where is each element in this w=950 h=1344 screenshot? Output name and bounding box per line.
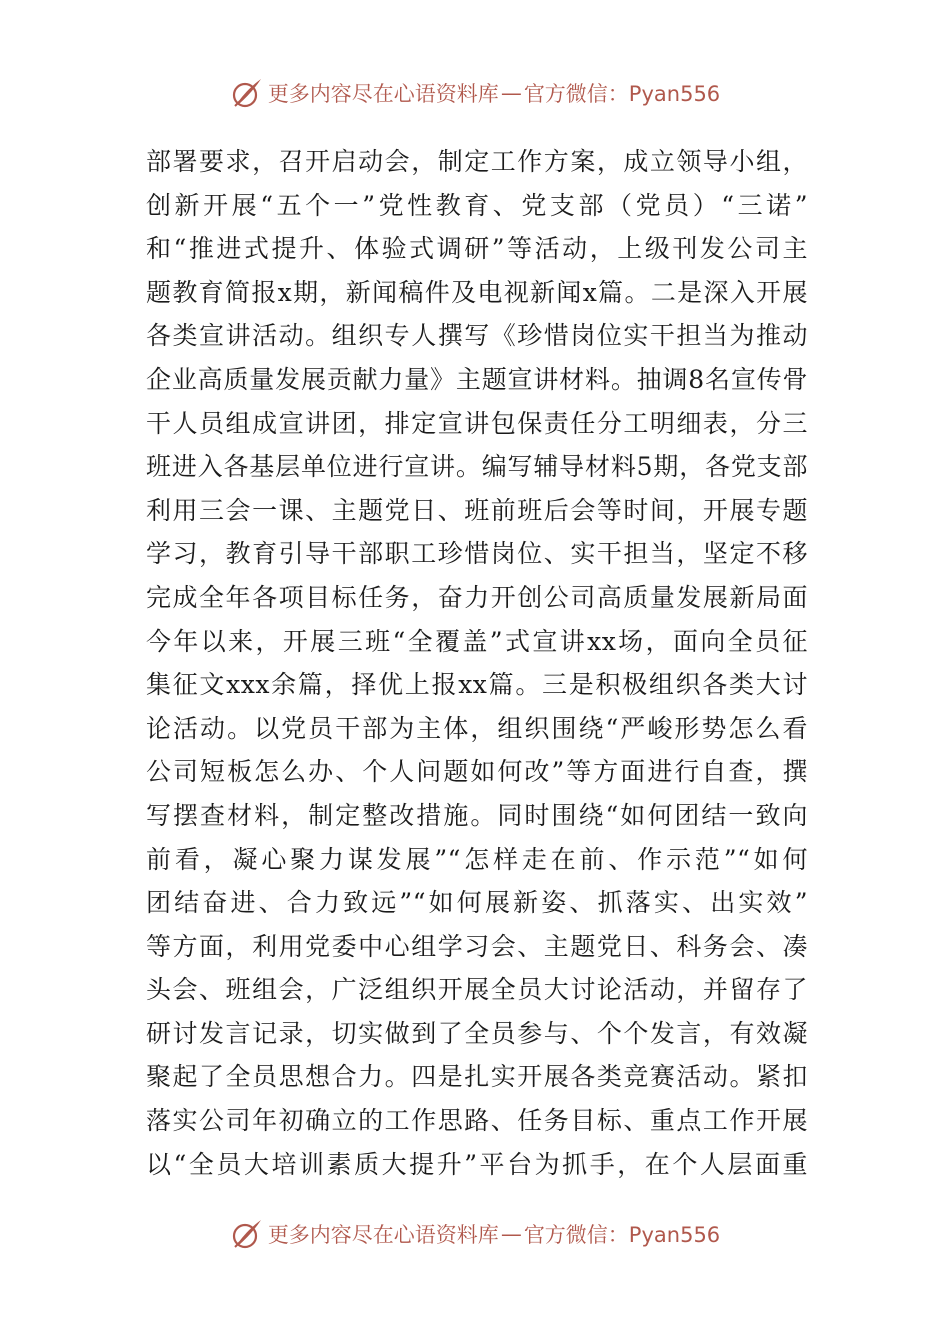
text-line: 论活动。以党员干部为主体，组织围绕“严峻形势怎么看 xyxy=(146,713,808,743)
watermark-separator: — xyxy=(500,1222,522,1246)
text-line: 今年以来，开展三班“全覆盖”式宣讲xx场，面向全员征 xyxy=(146,626,808,656)
text-line: 学习，教育引导干部职工珍惜岗位、实干担当，坚定不移 xyxy=(146,539,808,569)
text-line: 完成全年各项目标任务，奋力开创公司高质量发展新局面 xyxy=(146,582,808,612)
text-line: 创新开展“五个一”党性教育、党支部（党员）“三诺” xyxy=(146,190,808,220)
watermark-contact: 官方微信：Pyan556 xyxy=(523,1223,721,1247)
document-body xyxy=(146,140,808,1186)
text-line: 写摆查材料，制定整改措施。同时围绕“如何团结一致向 xyxy=(146,800,808,830)
text-line: 班进入各基层单位进行宣讲。编写辅导材料5期，各党支部 xyxy=(146,452,808,482)
watermark-contact: 官方微信：Pyan556 xyxy=(523,82,721,106)
text-line: 企业高质量发展贡献力量》主题宣讲材料。抽调8名宣传骨 xyxy=(146,364,808,394)
text-line: 部署要求，召开启动会，制定工作方案，成立领导小组， xyxy=(146,147,808,176)
quill-logo-icon xyxy=(230,1217,264,1251)
text-line: 等方面，利用党委中心组学习会、主题党日、科务会、凑 xyxy=(146,931,808,961)
text-line: 利用三会一课、主题党日、班前班后会等时间，开展专题 xyxy=(146,495,808,525)
header-watermark xyxy=(0,73,950,113)
text-line: 公司短板怎么办、个人问题如何改”等方面进行自查，撰 xyxy=(146,757,808,787)
quill-logo-icon xyxy=(230,76,264,110)
text-line: 干人员组成宣讲团，排定宣讲包保责任分工明细表，分三 xyxy=(146,408,808,438)
text-line: 题教育简报x期，新闻稿件及电视新闻x篇。二是深入开展 xyxy=(146,277,808,307)
watermark-separator: — xyxy=(500,81,522,105)
text-line: 聚起了全员思想合力。四是扎实开展各类竞赛活动。紧扣 xyxy=(146,1062,808,1092)
footer-watermark xyxy=(0,1214,950,1254)
text-line: 落实公司年初确立的工作思路、任务目标、重点工作开展 xyxy=(146,1106,808,1136)
watermark-title: 更多内容尽在心语资料库 xyxy=(267,82,499,106)
text-line: 前看，凝心聚力谋发展”“怎样走在前、作示范”“如何 xyxy=(146,844,808,874)
text-line: 研讨发言记录，切实做到了全员参与、个个发言，有效凝 xyxy=(146,1018,808,1048)
text-line: 以“全员大培训素质大提升”平台为抓手，在个人层面重 xyxy=(146,1149,808,1179)
text-line: 各类宣讲活动。组织专人撰写《珍惜岗位实干担当为推动 xyxy=(146,321,808,351)
text-line: 头会、班组会，广泛组织开展全员大讨论活动，并留存了 xyxy=(146,975,808,1005)
text-line: 团结奋进、合力致远”“如何展新姿、抓落实、出实效” xyxy=(146,888,808,918)
watermark-title: 更多内容尽在心语资料库 xyxy=(267,1223,499,1247)
text-line: 和“推进式提升、体验式调研”等活动，上级刊发公司主 xyxy=(146,234,808,264)
text-line: 集征文xxx余篇，择优上报xx篇。三是积极组织各类大讨 xyxy=(146,670,808,700)
